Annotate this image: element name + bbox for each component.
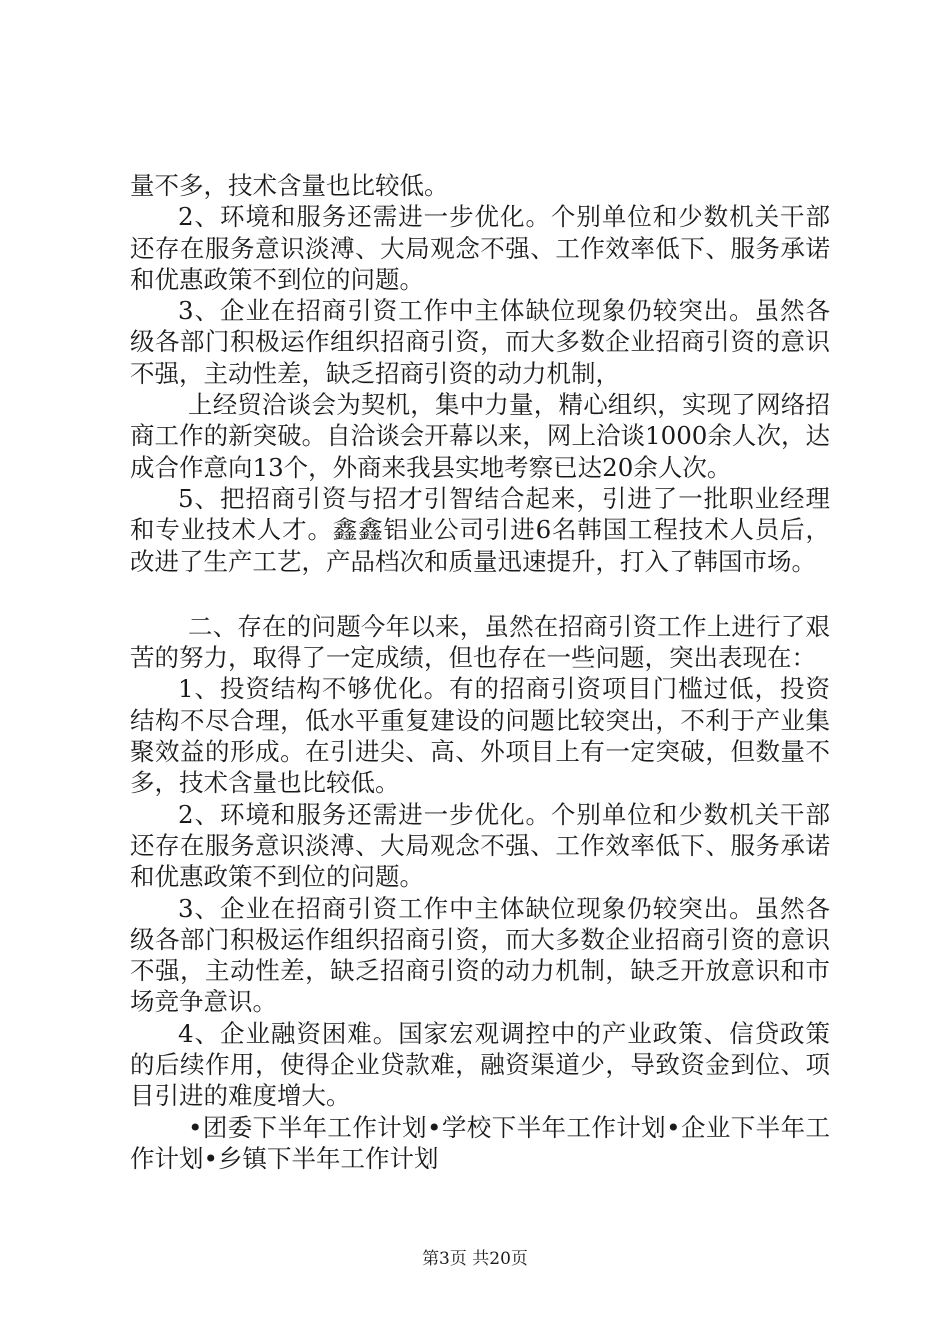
paragraph-spacer <box>130 577 830 611</box>
related-links[interactable]: •团委下半年工作计划•学校下半年工作计划•企业下半年工作计划•乡镇下半年工作计划 <box>130 1112 830 1173</box>
paragraph-item-1-investment: 1、投资结构不够优化。有的招商引资项目门槛过低，投资结构不尽合理，低水平重复建设的问题比较突出，不利于产业集聚效益的形成。在引进尖、高、外项目上有一定突破，但数量不多，技术含量也比较低。 <box>130 674 830 798</box>
paragraph-item-2-service: 2、环境和服务还需进一步优化。个别单位和少数机关干部还存在服务意识淡溥、大局观念不强、工作效率低下、服务承诺和优惠政策不到位的问题。 <box>130 202 830 294</box>
paragraph-item-4-financing: 4、企业融资困难。国家宏观调控中的产业政策、信贷政策的后续作用，使得企业贷款难，融资渠道少，导致资金到位、项目引进的难度增大。 <box>130 1018 830 1111</box>
paragraph-continuation: 量不多，技术含量也比较低。 <box>130 171 449 200</box>
paragraph-item-3-enterprise-repeat: 3、企业在招商引资工作中主体缺位现象仍较突出。虽然各级各部门积极运作组织招商引资，而大多数企业招商引资的意识不强，主动性差，缺乏招商引资的动力机制，缺乏开放意识和市场竞争意识。 <box>130 893 830 1017</box>
paragraph-item-2-service-repeat: 2、环境和服务还需进一步优化。个别单位和少数机关干部还存在服务意识淡溥、大局观念不强、工作效率低下、服务承诺和优惠政策不到位的问题。 <box>130 799 830 892</box>
document-body <box>130 170 830 1174</box>
section-heading-problems: 二、存在的问题今年以来，虽然在招商引资工作上进行了艰苦的努力，取得了一定成绩，但也存在一些问题，突出表现在： <box>130 611 830 673</box>
paragraph-online-trade-fair: 上经贸洽谈会为契机，集中力量，精心组织，实现了网络招商工作的新突破。自洽谈会开幕以来，网上洽谈1000余人次，达成合作意向13个，外商来我县实地考察已达20余人次。 <box>130 390 830 482</box>
page-number-footer: 第3页 共20页 <box>422 1249 528 1269</box>
paragraph-item-5-talent: 5、把招商引资与招才引智结合起来，引进了一批职业经理和专业技术人才。鑫鑫铝业公司引进6名韩国工程技术人员后，改进了生产工艺，产品档次和质量迅速提升，打入了韩国市场。 <box>130 483 830 576</box>
paragraph-item-3-enterprise: 3、企业在招商引资工作中主体缺位现象仍较突出。虽然各级各部门积极运作组织招商引资，而大多数企业招商引资的意识不强，主动性差，缺乏招商引资的动力机制， <box>130 296 830 388</box>
